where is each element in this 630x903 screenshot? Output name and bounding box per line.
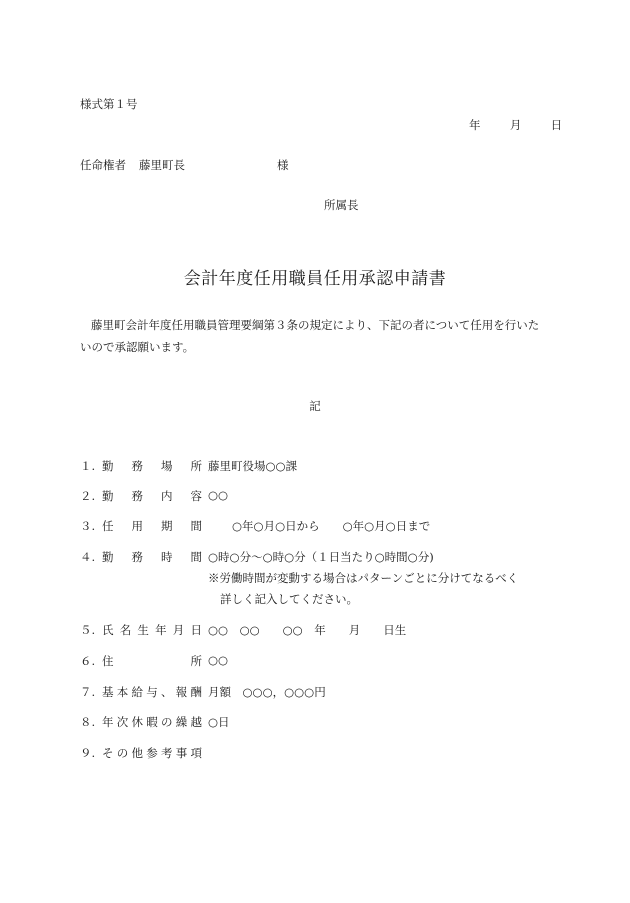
item-value: ○時○分～○時○分（１日当たり○時間○分) — [208, 550, 434, 564]
item-note: ※労働時間が変動する場合はパターンごとに分けてなるべく — [208, 571, 519, 585]
body-line-2: いので承認願います。 — [80, 340, 195, 354]
date-day: 日 — [550, 118, 563, 132]
recipient-label: 任命権者 — [80, 158, 126, 172]
item-number: ５. — [80, 623, 96, 637]
item-label: 勤務内容 — [102, 489, 202, 503]
list-item — [80, 684, 202, 700]
item-value: ○日 — [208, 715, 230, 729]
item-number: ２. — [80, 489, 96, 503]
list-item — [80, 518, 202, 534]
item-label: 住所 — [102, 654, 202, 668]
item-value: 藤里町役場○○課 — [208, 459, 298, 473]
list-item — [80, 745, 202, 761]
recipient-name: 藤里町長 — [139, 158, 185, 172]
item-value: ○○ — [208, 488, 229, 502]
list-item — [80, 488, 202, 504]
list-item — [80, 549, 202, 565]
list-item — [80, 622, 202, 638]
item-number: ３. — [80, 519, 96, 533]
recipient-honorific: 様 — [277, 158, 289, 172]
date-line — [469, 117, 562, 133]
item-number: ６. — [80, 654, 96, 668]
item-number: ９. — [80, 746, 96, 760]
item-value: 月額 ○○○，○○○円 — [208, 685, 326, 699]
item-note: 詳しく記入してください。 — [220, 592, 358, 606]
item-label: 勤務場所 — [102, 459, 202, 473]
body-paragraph — [80, 314, 555, 358]
sender: 所属長 — [324, 198, 359, 212]
item-value: ○年○月○日から ○年○月○日まで — [232, 519, 431, 533]
item-value: ○○ ○○ ○○ 年 月 日生 — [208, 623, 407, 637]
item-label: 年次休暇の繰越 — [102, 715, 202, 729]
form-number: 様式第１号 — [80, 97, 138, 111]
item-value: ○○ — [208, 653, 229, 667]
item-label: 勤務時間 — [102, 550, 202, 564]
document-title: 会計年度任用職員任用承認申請書 — [183, 269, 447, 289]
item-number: １. — [80, 459, 96, 473]
date-month: 月 — [509, 118, 522, 132]
date-year: 年 — [469, 118, 481, 132]
list-item — [80, 714, 202, 730]
list-item — [80, 653, 202, 669]
item-number: ７. — [80, 685, 96, 699]
list-item — [80, 458, 202, 474]
item-label: 基本給与、報酬 — [102, 685, 202, 699]
item-label: 任用期間 — [102, 519, 202, 533]
body-line-1: 藤里町会計年度任用職員管理要綱第３条の規定により、下記の者について任用を行いた — [91, 318, 540, 332]
ki-marker: 記 — [309, 399, 321, 413]
item-label: その他参考事項 — [102, 746, 202, 760]
item-label: 氏名生年月日 — [102, 623, 202, 637]
item-number: ４. — [80, 550, 96, 564]
item-number: ８. — [80, 715, 96, 729]
